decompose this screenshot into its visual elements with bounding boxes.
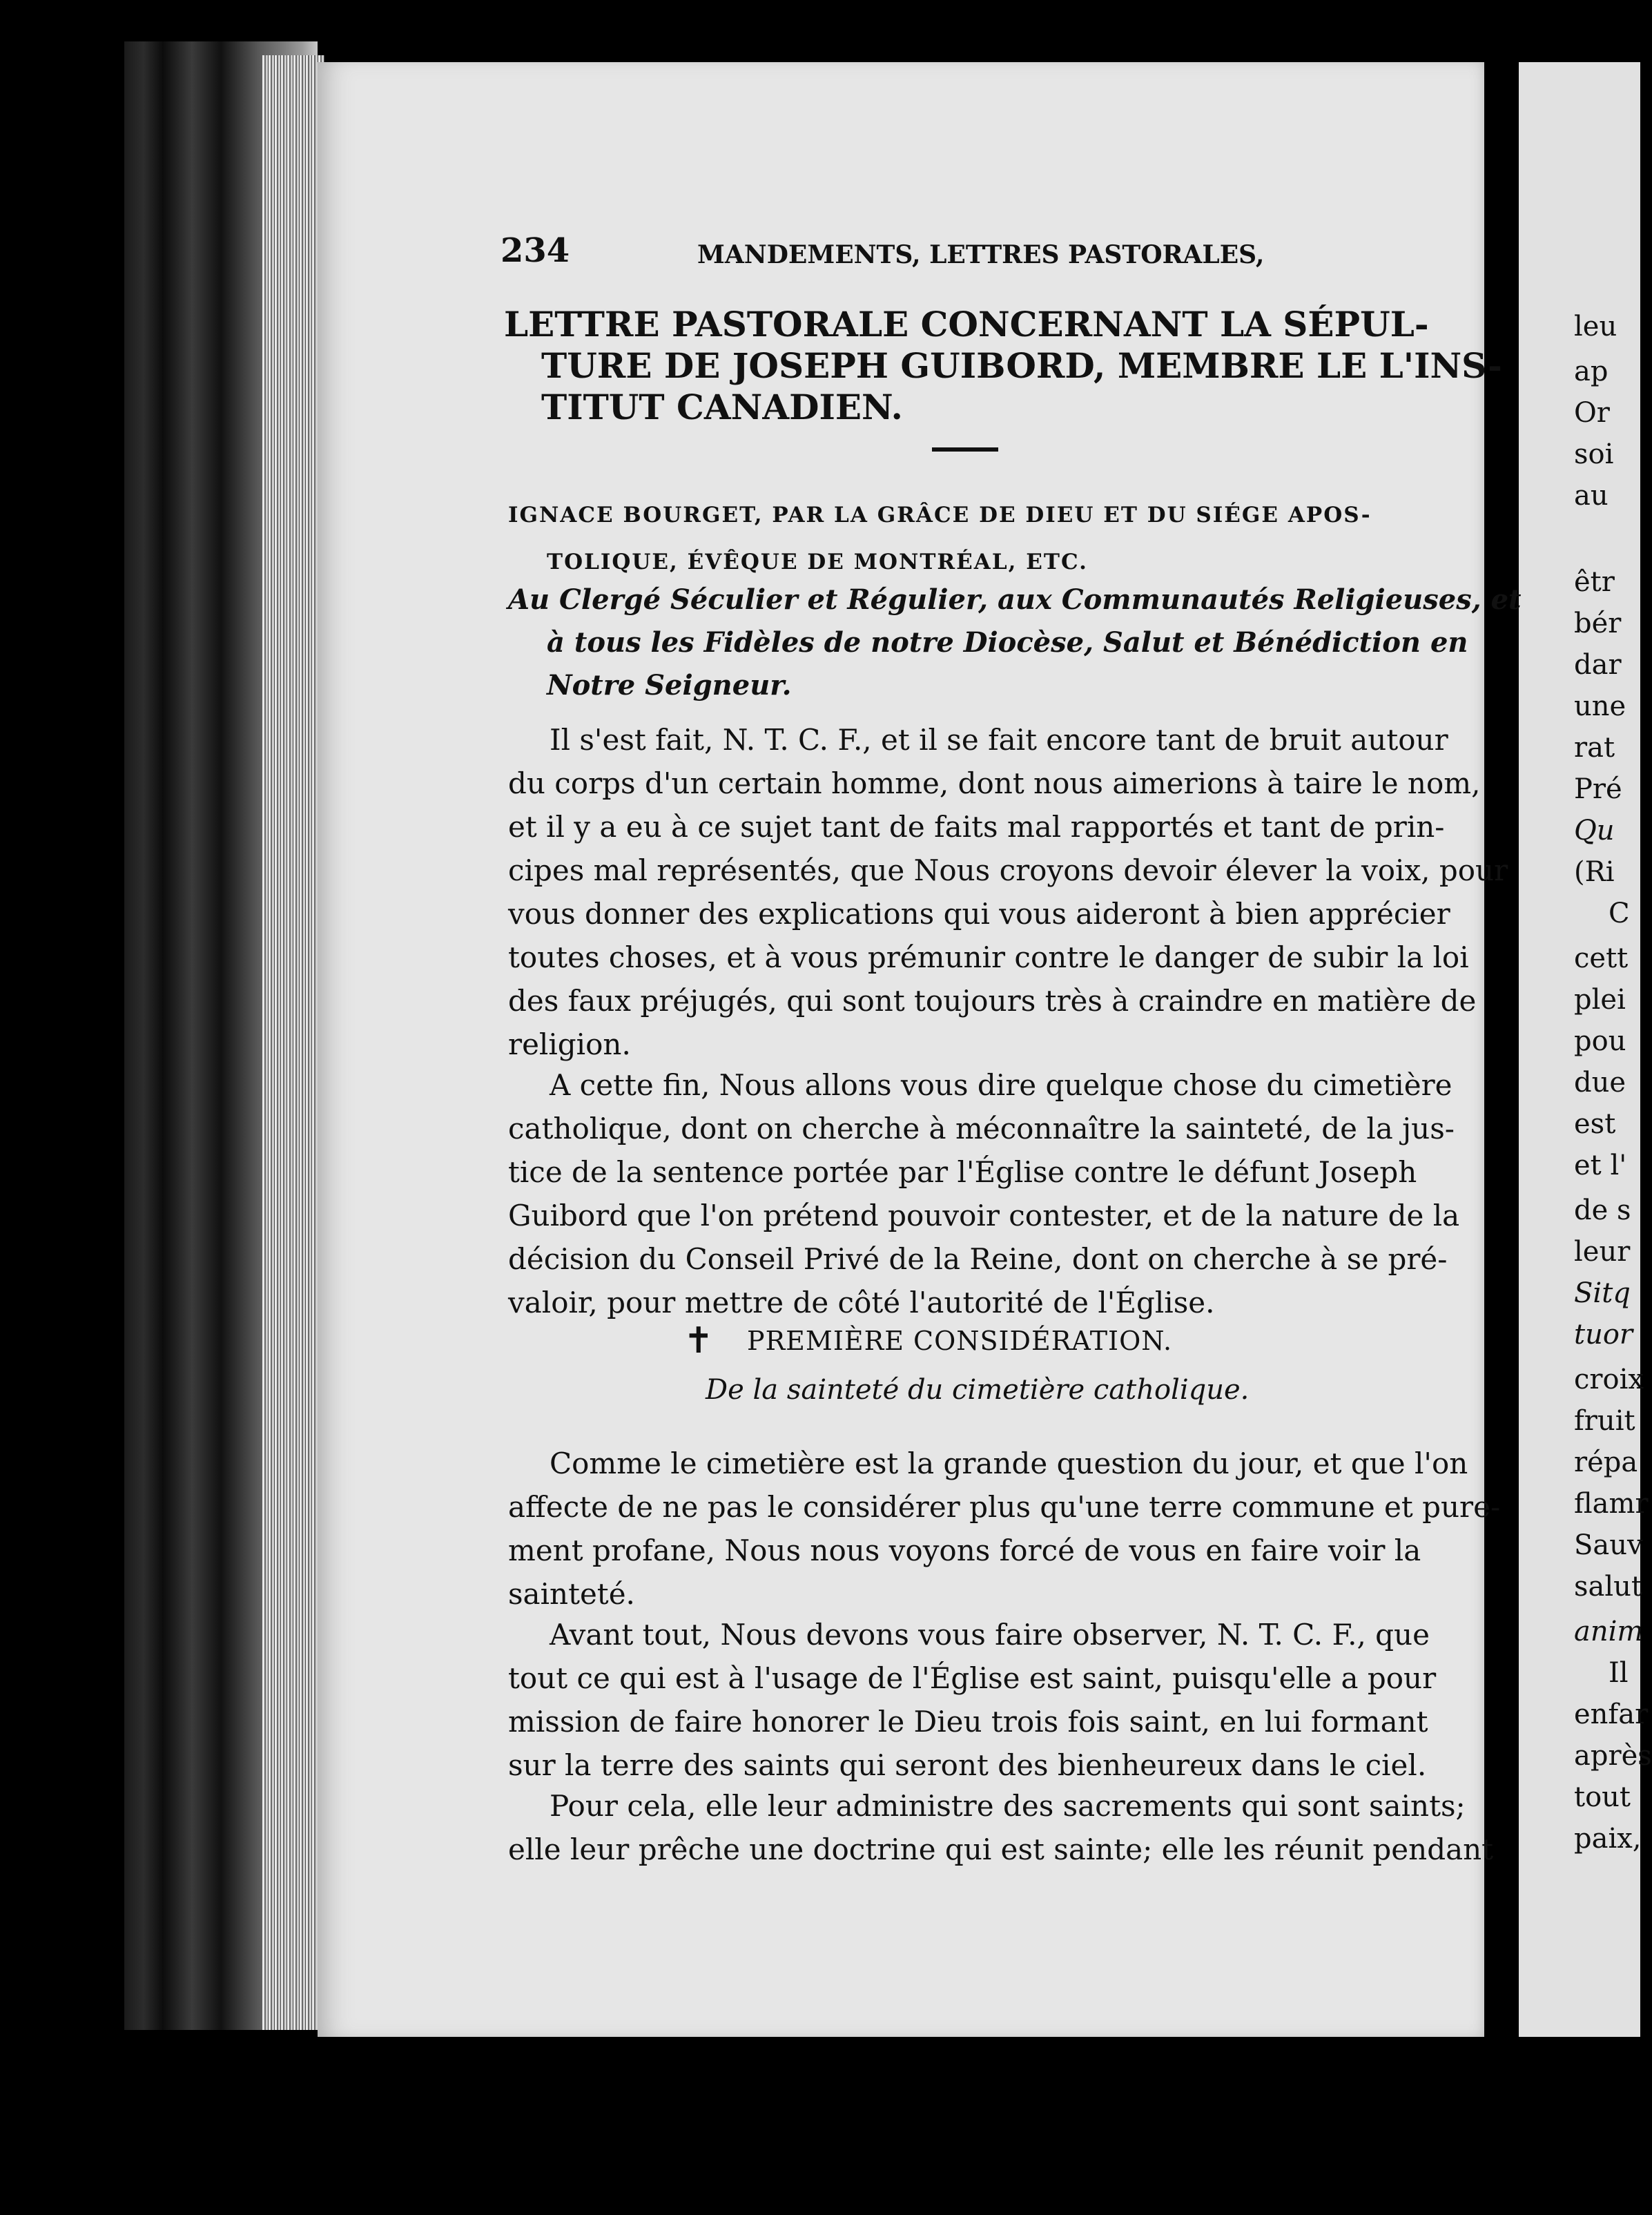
facing-page-fragment: tuor [1574, 1319, 1633, 1351]
author-line: TOLIQUE, ÉVÊQUE DE MONTRÉAL, ETC. [547, 550, 1088, 574]
paragraph-line: Il s'est fait, N. T. C. F., et il se fait encore tant de bruit autour [550, 723, 1448, 757]
facing-page-fragment: rat [1574, 732, 1615, 764]
facing-page-fragment: soi [1574, 438, 1614, 470]
author-block [508, 492, 1372, 586]
paragraph-line: Pour cela, elle leur administre des sacrements qui sont saints; [550, 1789, 1466, 1823]
cross-mark-icon: ✝ [683, 1320, 714, 1362]
title-line: TURE DE JOSEPH GUIBORD, MEMBRE LE L'INS- [541, 345, 1502, 386]
facing-page-fragment: cett [1574, 942, 1629, 974]
facing-page-fragment: dar [1574, 649, 1622, 681]
facing-page-fragment: au [1574, 480, 1609, 512]
facing-page-fragment: salut [1574, 1571, 1643, 1603]
facing-page-fragment: (Ri [1574, 856, 1615, 888]
title-rule [932, 447, 998, 452]
paragraph-line: ment profane, Nous nous voyons forcé de vous en faire voir la [508, 1534, 1421, 1567]
facing-page-fragment: Pré [1574, 773, 1622, 805]
facing-page-fragment: leu [1574, 311, 1617, 342]
paragraph-line: sainteté. [508, 1577, 635, 1611]
paragraph-line: tout ce qui est à l'usage de l'Église est saint, puisqu'elle a pour [508, 1661, 1437, 1695]
paragraph-line: cipes mal représentés, que Nous croyons devoir élever la voix, pour [508, 853, 1508, 887]
paragraph-line: elle leur prêche une doctrine qui est sainte; elle les réunit pendant [508, 1832, 1494, 1866]
facing-page-fragment: leur [1574, 1236, 1631, 1268]
author-line: IGNACE BOURGET, PAR LA GRÂCE DE DIEU ET DU SIÉGE APOS- [508, 503, 1372, 528]
paragraph-line: du corps d'un certain homme, dont nous aimerions à taire le nom, [508, 766, 1481, 800]
paragraph-line: des faux préjugés, qui sont toujours très à craindre en matière de [508, 984, 1477, 1018]
facing-page-fragment: plei [1574, 984, 1626, 1016]
address-line: à tous les Fidèles de notre Diocèse, Salut et Bénédiction en [547, 626, 1468, 659]
facing-page-fragment: et l' [1574, 1150, 1627, 1181]
facing-page-fragment: fruit [1574, 1405, 1635, 1437]
address-line: Notre Seigneur. [547, 669, 792, 702]
letter-title [504, 304, 1502, 428]
paragraph-line: catholique, dont on cherche à méconnaître la sainteté, de la jus- [508, 1112, 1455, 1145]
paragraph-line: Guibord que l'on prétend pouvoir contester, et de la nature de la [508, 1199, 1460, 1232]
facing-page-fragment: répa [1574, 1447, 1638, 1478]
facing-page-fragment: croix [1574, 1364, 1644, 1395]
facing-page-fragment: est [1574, 1108, 1616, 1140]
title-line: TITUT CANADIEN. [541, 387, 903, 427]
facing-page-fragment: enfar [1574, 1699, 1649, 1730]
facing-page-fragment: de s [1574, 1194, 1631, 1226]
facing-page-fragment: Sauv [1574, 1529, 1643, 1561]
facing-page-fragment: Or [1574, 397, 1610, 429]
facing-page-fragment: due [1574, 1067, 1626, 1099]
facing-page-fragment: bér [1574, 608, 1622, 639]
paragraph-line: Comme le cimetière est la grande question du jour, et que l'on [550, 1447, 1468, 1480]
facing-page-fragment: anim [1574, 1616, 1644, 1647]
address-line: Au Clergé Séculier et Régulier, aux Communautés Religieuses, et [508, 583, 1522, 616]
paragraph-line: vous donner des explications qui vous aideront à bien apprécier [508, 897, 1450, 931]
facing-page-fragment: une [1574, 690, 1626, 722]
paragraph-line: valoir, pour mettre de côté l'autorité de l'Église. [508, 1286, 1215, 1319]
facing-page-fragment: pou [1574, 1025, 1626, 1057]
paragraph-line: religion. [508, 1027, 631, 1061]
paragraph-3 [508, 1442, 1501, 1616]
paragraph-line: et il y a eu à ce sujet tant de faits mal rapportés et tant de prin- [508, 810, 1445, 844]
paragraph-line: Avant tout, Nous devons vous faire observer, N. T. C. F., que [550, 1618, 1430, 1652]
page-edges [262, 55, 324, 2030]
facing-page-fragment: Qu [1574, 815, 1615, 847]
address-block [508, 579, 1522, 707]
paragraph-line: sur la terre des saints qui seront des bienheureux dans le ciel. [508, 1748, 1427, 1782]
running-title: MANDEMENTS, LETTRES PASTORALES, [697, 240, 1265, 269]
facing-page-fragment: après [1574, 1740, 1652, 1772]
paragraph-line: mission de faire honorer le Dieu trois fois saint, en lui formant [508, 1705, 1428, 1739]
facing-page-fragment: êtr [1574, 566, 1615, 598]
facing-page-fragment: Sitq [1574, 1277, 1631, 1309]
facing-page-fragment: ap [1574, 356, 1609, 387]
title-line: LETTRE PASTORALE CONCERNANT LA SÉPUL- [504, 304, 1429, 345]
section-subheading: De la sainteté du cimetière catholique. [706, 1374, 1250, 1406]
facing-page-fragment: flamr [1574, 1488, 1649, 1520]
facing-page-fragment: C [1609, 898, 1630, 929]
paragraph-1 [508, 718, 1508, 1066]
paragraph-line: décision du Conseil Privé de la Reine, dont on cherche à se pré- [508, 1242, 1448, 1276]
facing-page-fragment: paix, [1574, 1823, 1642, 1855]
paragraph-line: toutes choses, et à vous prémunir contre le danger de subir la loi [508, 940, 1469, 974]
paragraph-2 [508, 1063, 1460, 1324]
facing-page-fragment: tout [1574, 1781, 1631, 1813]
paragraph-5 [508, 1784, 1494, 1871]
paragraph-line: affecte de ne pas le considérer plus qu'une terre commune et pure- [508, 1490, 1501, 1524]
paragraph-line: A cette fin, Nous allons vous dire quelque chose du cimetière [550, 1068, 1452, 1102]
facing-page-fragment: Il [1609, 1657, 1629, 1689]
paragraph-line: tice de la sentence portée par l'Église contre le défunt Joseph [508, 1155, 1417, 1189]
section-heading: PREMIÈRE CONSIDÉRATION. [747, 1326, 1173, 1356]
paragraph-4 [508, 1613, 1437, 1787]
page-number: 234 [501, 231, 570, 270]
